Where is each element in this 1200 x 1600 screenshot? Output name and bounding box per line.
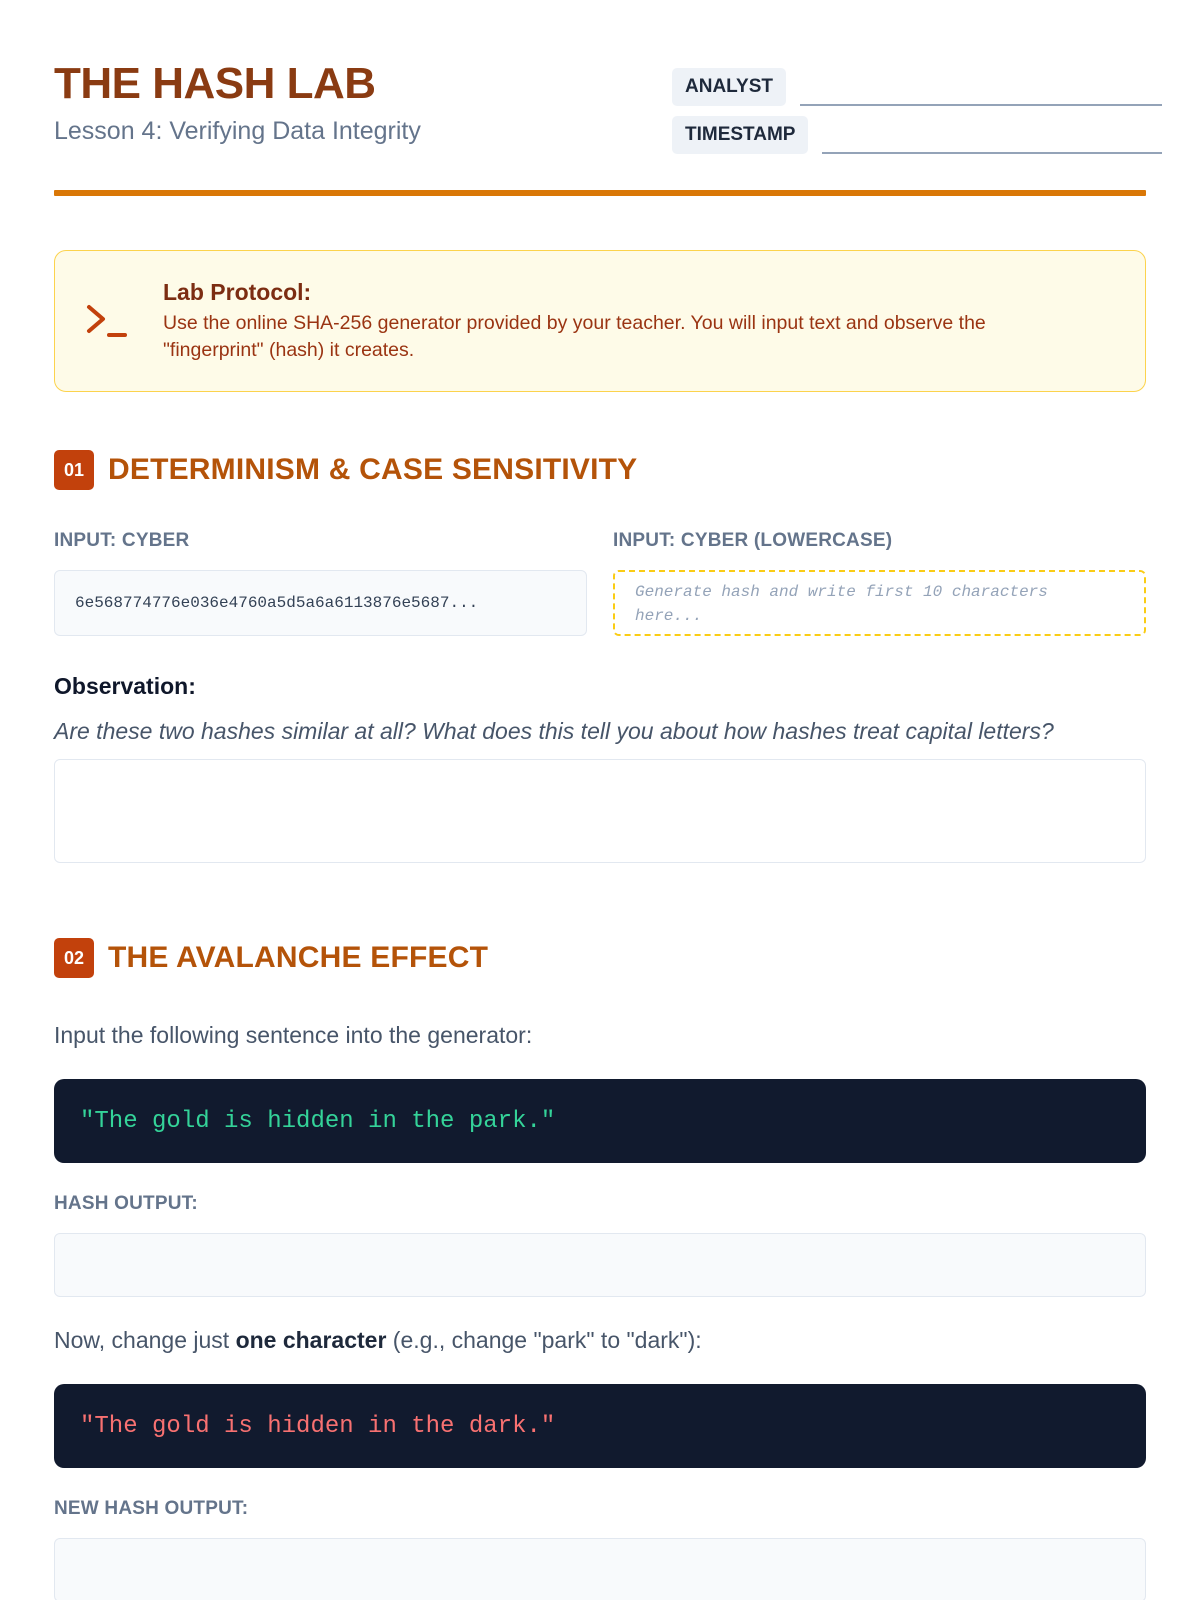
section-1-heading [54, 450, 1146, 490]
sentence-code-block-dark [54, 1384, 1146, 1468]
new-hash-output-label: NEW HASH OUTPUT: [54, 1498, 249, 1519]
input-cyber-label: INPUT: CYBER [54, 530, 190, 551]
change-instruction-bold: one character [235, 1327, 387, 1353]
right-column [613, 530, 1146, 641]
section-number-badge: 02 [54, 938, 94, 978]
protocol-body [163, 310, 986, 364]
observation-question: Are these two hashes similar at all? What does this tell you about how hashes treat capital letters? [54, 718, 1054, 744]
lab-protocol-box [54, 250, 1146, 392]
header [54, 56, 1146, 186]
sentence-code-block-park [54, 1079, 1146, 1163]
section-2-heading [54, 938, 1146, 978]
protocol-body-line1: Use the online SHA-256 generator provided by your teacher. You will input text and observe the [163, 311, 986, 334]
section-determinism [54, 450, 1146, 868]
meta-fields [672, 68, 1162, 164]
sentence-dark: "The gold is hidden in the dark." [80, 1412, 556, 1440]
left-column [54, 530, 587, 641]
cyber-hash-display: 6e568774776e036e4760a5d5a6a6113876e5687... [54, 570, 587, 636]
hash-output-label: HASH OUTPUT: [54, 1193, 198, 1214]
change-instruction-post: (e.g., change "park" to "dark"): [386, 1327, 702, 1353]
hash-output-input[interactable] [54, 1233, 1146, 1297]
terminal-icon [85, 301, 139, 341]
lowercase-hash-input[interactable] [613, 570, 1146, 636]
protocol-body-line2: "fingerprint" (hash) it creates. [163, 338, 415, 361]
section-title: THE AVALANCHE EFFECT [108, 941, 489, 974]
analyst-field[interactable] [800, 70, 1162, 106]
timestamp-label: TIMESTAMP [672, 116, 808, 154]
sentence-park: "The gold is hidden in the park." [80, 1107, 556, 1135]
section-number-badge: 01 [54, 450, 94, 490]
analyst-row [672, 68, 1162, 106]
observation-answer-input[interactable] [54, 759, 1146, 863]
observation-title: Observation: [54, 673, 196, 699]
input-cyber-lowercase-label: INPUT: CYBER (LOWERCASE) [613, 530, 893, 551]
new-hash-output-input[interactable] [54, 1538, 1146, 1600]
timestamp-field[interactable] [822, 118, 1162, 154]
timestamp-row [672, 116, 1162, 154]
section-avalanche [54, 938, 1146, 1600]
change-instruction [54, 1327, 1146, 1354]
instruction-text: Input the following sentence into the generator: [54, 1022, 533, 1048]
protocol-text [163, 279, 986, 364]
hash-comparison [54, 530, 1146, 641]
page-title: THE HASH LAB [54, 59, 376, 108]
analyst-label: ANALYST [672, 68, 786, 106]
section-title: DETERMINISM & CASE SENSITIVITY [108, 453, 638, 486]
header-divider [54, 190, 1146, 196]
change-instruction-pre: Now, change just [54, 1327, 236, 1353]
protocol-title: Lab Protocol: [163, 278, 312, 305]
lesson-subtitle: Lesson 4: Verifying Data Integrity [54, 117, 421, 145]
